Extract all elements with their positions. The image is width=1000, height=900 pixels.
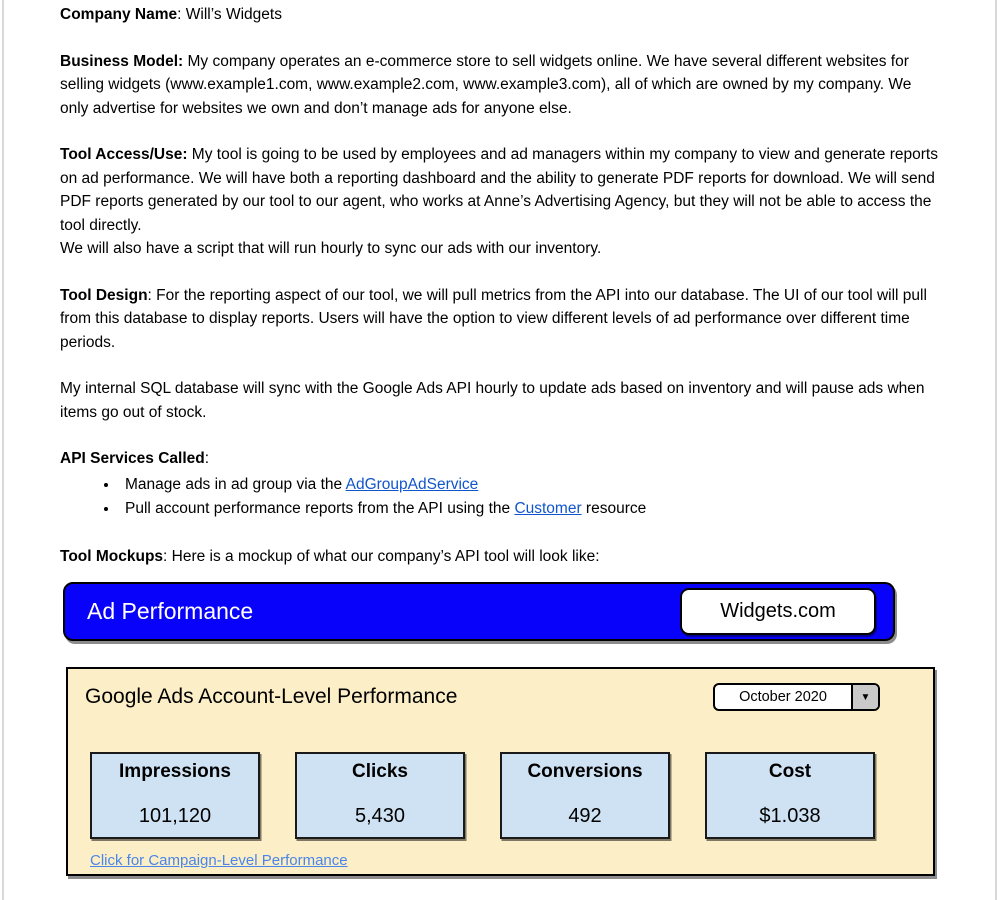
api-services-heading [60,447,944,471]
sql-sync-paragraph: My internal SQL database will sync with the Google Ads API hourly to update ads based on inventory and will pause ads when items go out of stock. [60,380,925,421]
tool-mockups-line [60,545,944,569]
list-item [119,497,944,522]
metric-value: 492 [568,805,602,827]
document-content [4,0,997,876]
company-name-label: Company Name [60,6,178,23]
month-dropdown[interactable] [713,683,880,711]
tool-access-label: Tool Access/Use: [60,146,188,163]
api-services-colon: : [204,450,210,467]
business-model-paragraph [60,50,944,121]
metric-label: Clicks [352,761,408,782]
business-model-text: My company operates an e-commerce store to sell widgets online. We have several different websites for selling widgets (www.example1.com, www.example2.com, www.example3.com), all of which are owned by my company. We only advertise for websites we own and don’t manage ads for anyone else. [60,52,912,117]
month-dropdown-value: October 2020 [739,689,827,705]
metric-value: 101,120 [138,805,212,827]
metric-label: Cost [768,761,812,782]
customer-link[interactable]: Customer [514,500,582,517]
impressions-card [90,752,260,839]
list-item [119,473,944,498]
business-model-label: Business Model: [60,52,184,70]
clicks-card [295,752,465,839]
site-button-label: Widgets.com [720,600,836,622]
metric-value: $1.038 [759,805,821,827]
metric-value: 5,430 [354,805,406,827]
tool-mockup [60,582,944,876]
tool-access-line2: We will also have a script that will run hourly to sync our ads with our inventory. [60,240,602,257]
campaign-level-performance-link[interactable]: Click for Campaign-Level Performance [90,852,348,869]
metric-label: Impressions [119,761,231,782]
conversions-card [500,752,670,839]
mockup-app-bar [63,582,895,641]
metric-cards-row [68,752,933,839]
bullet-1-text: Manage ads in ad group via the [125,475,346,493]
chevron-down-icon[interactable]: ▼ [851,685,878,709]
tool-design-label: Tool Design [60,286,148,304]
bullet-2-post: resource [581,500,647,517]
company-name-value: : Will’s Widgets [177,6,282,23]
tool-design-paragraph [60,284,944,355]
api-services-label: API Services Called [60,450,205,467]
panel-title: Google Ads Account-Level Performance [85,685,458,708]
metric-label: Conversions [527,761,643,782]
cost-card [705,752,875,839]
tool-access-text: My tool is going to be used by employees and ad managers within my company to view and generate reports on ad performance. We will have both a reporting dashboard and the ability to generate PDF reports for download. We will send PDF reports generated by our tool to our agent, who works at Anne’s Advertising Agency, but they will not be able to access the tool directly. [60,146,938,234]
app-bar-title: Ad Performance [87,598,254,624]
panel-header [68,669,933,711]
tool-design-text: : For the reporting aspect of our tool, we will pull metrics from the API into our database. The UI of our tool will pull from this database to display reports. Users will have the option to view different levels of ad performance over different time periods. [60,286,927,351]
bullet-2-text: Pull account performance reports from the API using the [125,500,515,517]
company-name-line [60,3,944,27]
widgets-site-button[interactable] [680,588,876,635]
account-performance-panel [66,667,935,876]
adgroupadservice-link[interactable]: AdGroupAdService [345,475,479,493]
document-page [2,0,997,900]
api-services-list [60,473,944,522]
tool-access-paragraph [60,143,944,261]
tool-mockups-label: Tool Mockups [60,547,164,565]
tool-mockups-text: : Here is a mockup of what our company’s API tool will look like: [163,547,600,565]
